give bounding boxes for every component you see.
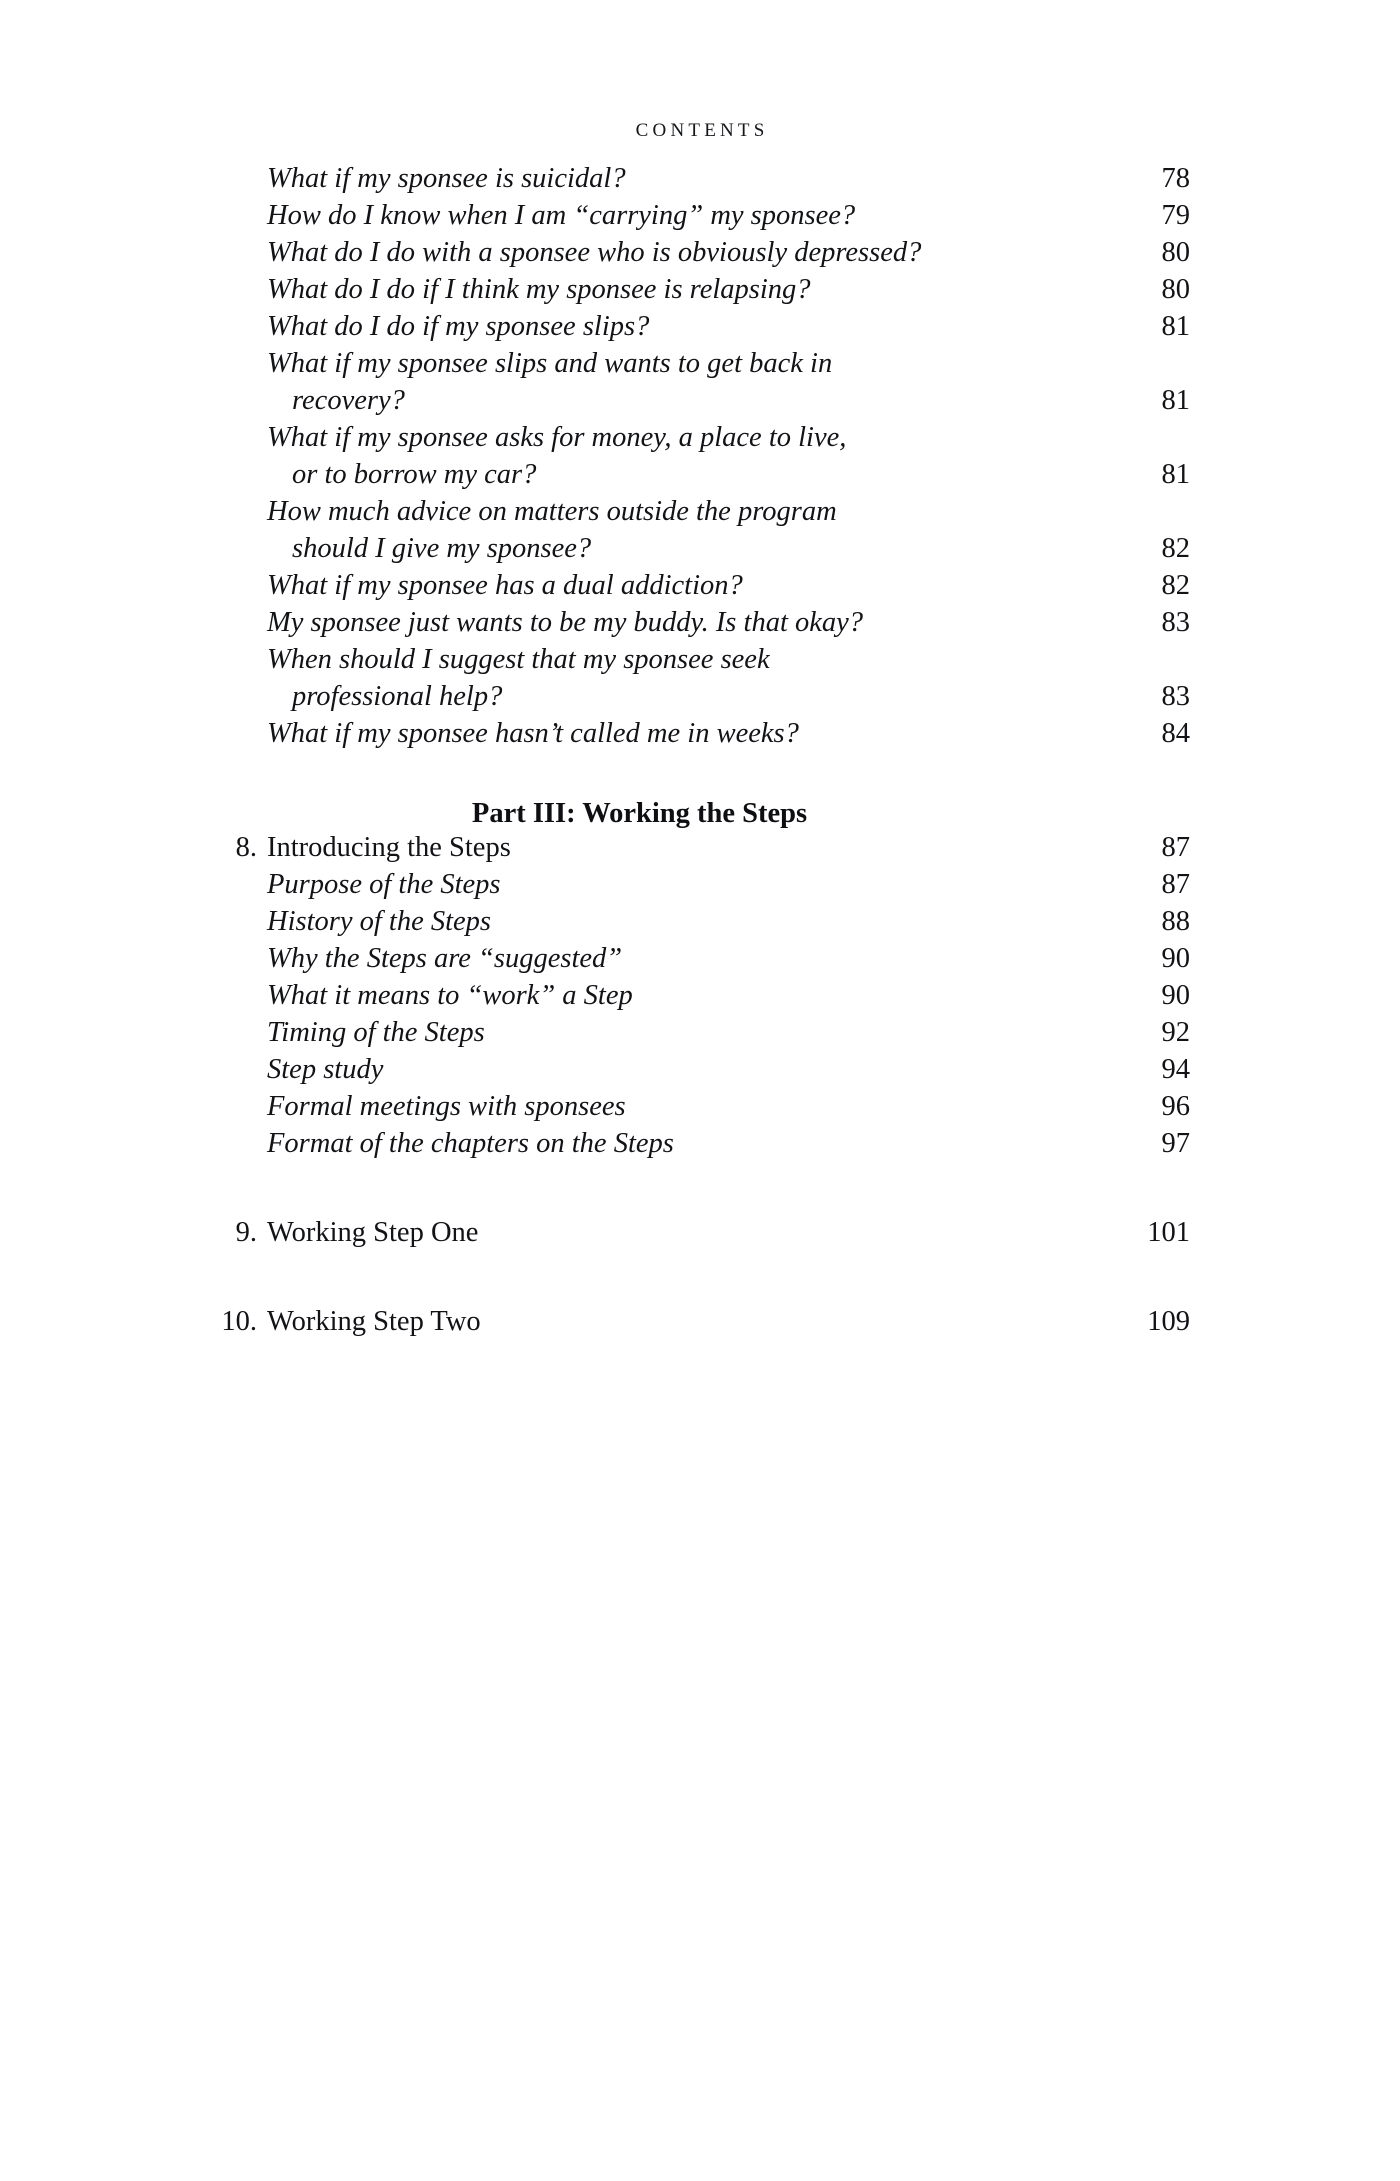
toc-entry-row[interactable] bbox=[185, 496, 1190, 533]
part-heading: Part III: Working the Steps bbox=[471, 798, 808, 829]
toc-entry-number: 9. bbox=[235, 1217, 257, 1248]
toc-entry-title: When should I suggest that my sponsee seek bbox=[267, 644, 770, 675]
toc-entry-title: Timing of the Steps bbox=[267, 1017, 485, 1048]
toc-entry-row[interactable] bbox=[185, 980, 1190, 1017]
toc-entry-title: What if my sponsee slips and wants to get back in bbox=[267, 348, 833, 379]
toc-entry-title: recovery? bbox=[292, 385, 405, 416]
toc-entry-row[interactable] bbox=[185, 1128, 1190, 1165]
toc-entry-page-number: 90 bbox=[1161, 980, 1190, 1011]
toc-entry-row[interactable] bbox=[185, 718, 1190, 755]
toc-entry-title: Introducing the Steps bbox=[267, 832, 511, 863]
toc-entry-row[interactable] bbox=[185, 348, 1190, 385]
toc-entry-page-number: 82 bbox=[1161, 533, 1190, 564]
toc-entry-title: What do I do if I think my sponsee is relapsing? bbox=[267, 274, 811, 305]
toc-entry-page-number: 78 bbox=[1161, 163, 1190, 194]
toc-entry-row[interactable] bbox=[185, 533, 1190, 570]
toc-entry-row[interactable] bbox=[185, 1091, 1190, 1128]
toc-entry-title: Working Step One bbox=[267, 1217, 479, 1248]
toc-entry-row[interactable] bbox=[185, 422, 1190, 459]
toc-entry-title: What do I do with a sponsee who is obviously depressed? bbox=[267, 237, 922, 268]
toc-entry-title: What if my sponsee asks for money, a place to live, bbox=[267, 422, 847, 453]
toc-entry-row[interactable] bbox=[185, 1017, 1190, 1054]
toc-entry-title: How much advice on matters outside the program bbox=[267, 496, 837, 527]
table-of-contents bbox=[185, 163, 1190, 1343]
toc-entry-title: professional help? bbox=[292, 681, 503, 712]
toc-entry-number: 8. bbox=[235, 832, 257, 863]
toc-entry-page-number: 97 bbox=[1161, 1128, 1190, 1159]
toc-section-part2-questions bbox=[185, 163, 1190, 755]
toc-entry-page-number: 80 bbox=[1161, 237, 1190, 268]
toc-entry-page-number: 101 bbox=[1147, 1217, 1190, 1248]
toc-entry-row[interactable] bbox=[185, 200, 1190, 237]
toc-entry-page-number: 84 bbox=[1161, 718, 1190, 749]
toc-entry-row[interactable] bbox=[185, 163, 1190, 200]
toc-section-part3 bbox=[185, 832, 1190, 1165]
toc-entry-row[interactable] bbox=[185, 943, 1190, 980]
running-head: CONTENTS bbox=[635, 120, 769, 141]
toc-chapter-row[interactable] bbox=[185, 1217, 1190, 1254]
toc-entry-title: What if my sponsee is suicidal? bbox=[267, 163, 626, 194]
toc-entry-page-number: 81 bbox=[1161, 459, 1190, 490]
toc-entry-title: What if my sponsee has a dual addiction? bbox=[267, 570, 743, 601]
toc-entry-title: What do I do if my sponsee slips? bbox=[267, 311, 650, 342]
toc-entry-page-number: 83 bbox=[1161, 681, 1190, 712]
toc-entry-page-number: 81 bbox=[1161, 385, 1190, 416]
toc-entry-title: or to borrow my car? bbox=[292, 459, 537, 490]
section-gap bbox=[185, 755, 1190, 795]
toc-entry-row[interactable] bbox=[185, 311, 1190, 348]
toc-entry-row[interactable] bbox=[185, 459, 1190, 496]
toc-section-final-chapters bbox=[185, 1217, 1190, 1343]
toc-chapter-row[interactable] bbox=[185, 832, 1190, 869]
toc-entry-page-number: 82 bbox=[1161, 570, 1190, 601]
toc-entry-page-number: 87 bbox=[1161, 832, 1190, 863]
toc-entry-row[interactable] bbox=[185, 385, 1190, 422]
toc-entry-row[interactable] bbox=[185, 570, 1190, 607]
toc-entry-title: Working Step Two bbox=[267, 1306, 481, 1337]
toc-entry-title: Formal meetings with sponsees bbox=[267, 1091, 626, 1122]
toc-entry-row[interactable] bbox=[185, 906, 1190, 943]
toc-entry-title: should I give my sponsee? bbox=[292, 533, 592, 564]
toc-entry-page-number: 83 bbox=[1161, 607, 1190, 638]
toc-entry-title: How do I know when I am “carrying” my sponsee? bbox=[267, 200, 856, 231]
toc-entry-row[interactable] bbox=[185, 607, 1190, 644]
toc-entry-page-number: 92 bbox=[1161, 1017, 1190, 1048]
chapter-gap-one bbox=[185, 1165, 1190, 1217]
toc-entry-page-number: 80 bbox=[1161, 274, 1190, 305]
toc-entry-page-number: 96 bbox=[1161, 1091, 1190, 1122]
toc-entry-page-number: 87 bbox=[1161, 869, 1190, 900]
toc-entry-title: History of the Steps bbox=[267, 906, 492, 937]
toc-entry-row[interactable] bbox=[185, 237, 1190, 274]
toc-entry-row[interactable] bbox=[185, 644, 1190, 681]
toc-entry-title: Format of the chapters on the Steps bbox=[267, 1128, 674, 1159]
toc-entry-row[interactable] bbox=[185, 1054, 1190, 1091]
toc-chapter-row[interactable] bbox=[185, 1306, 1190, 1343]
toc-entry-page-number: 90 bbox=[1161, 943, 1190, 974]
toc-entry-title: Why the Steps are “suggested” bbox=[267, 943, 623, 974]
toc-entry-title: My sponsee just wants to be my buddy. Is that okay? bbox=[267, 607, 864, 638]
toc-entry-row[interactable] bbox=[185, 869, 1190, 906]
toc-entry-page-number: 79 bbox=[1161, 200, 1190, 231]
toc-entry-row[interactable] bbox=[185, 274, 1190, 311]
toc-entry-title: What it means to “work” a Step bbox=[267, 980, 633, 1011]
toc-entry-title: Purpose of the Steps bbox=[267, 869, 501, 900]
chapter-gap bbox=[185, 1254, 1190, 1306]
toc-entry-page-number: 109 bbox=[1147, 1306, 1190, 1337]
toc-entry-row[interactable] bbox=[185, 681, 1190, 718]
toc-entry-page-number: 81 bbox=[1161, 311, 1190, 342]
toc-entry-title: What if my sponsee hasn’t called me in weeks? bbox=[267, 718, 799, 749]
toc-entry-page-number: 88 bbox=[1161, 906, 1190, 937]
toc-entry-number: 10. bbox=[221, 1306, 257, 1337]
toc-entry-title: Step study bbox=[267, 1054, 384, 1085]
toc-entry-page-number: 94 bbox=[1161, 1054, 1190, 1085]
